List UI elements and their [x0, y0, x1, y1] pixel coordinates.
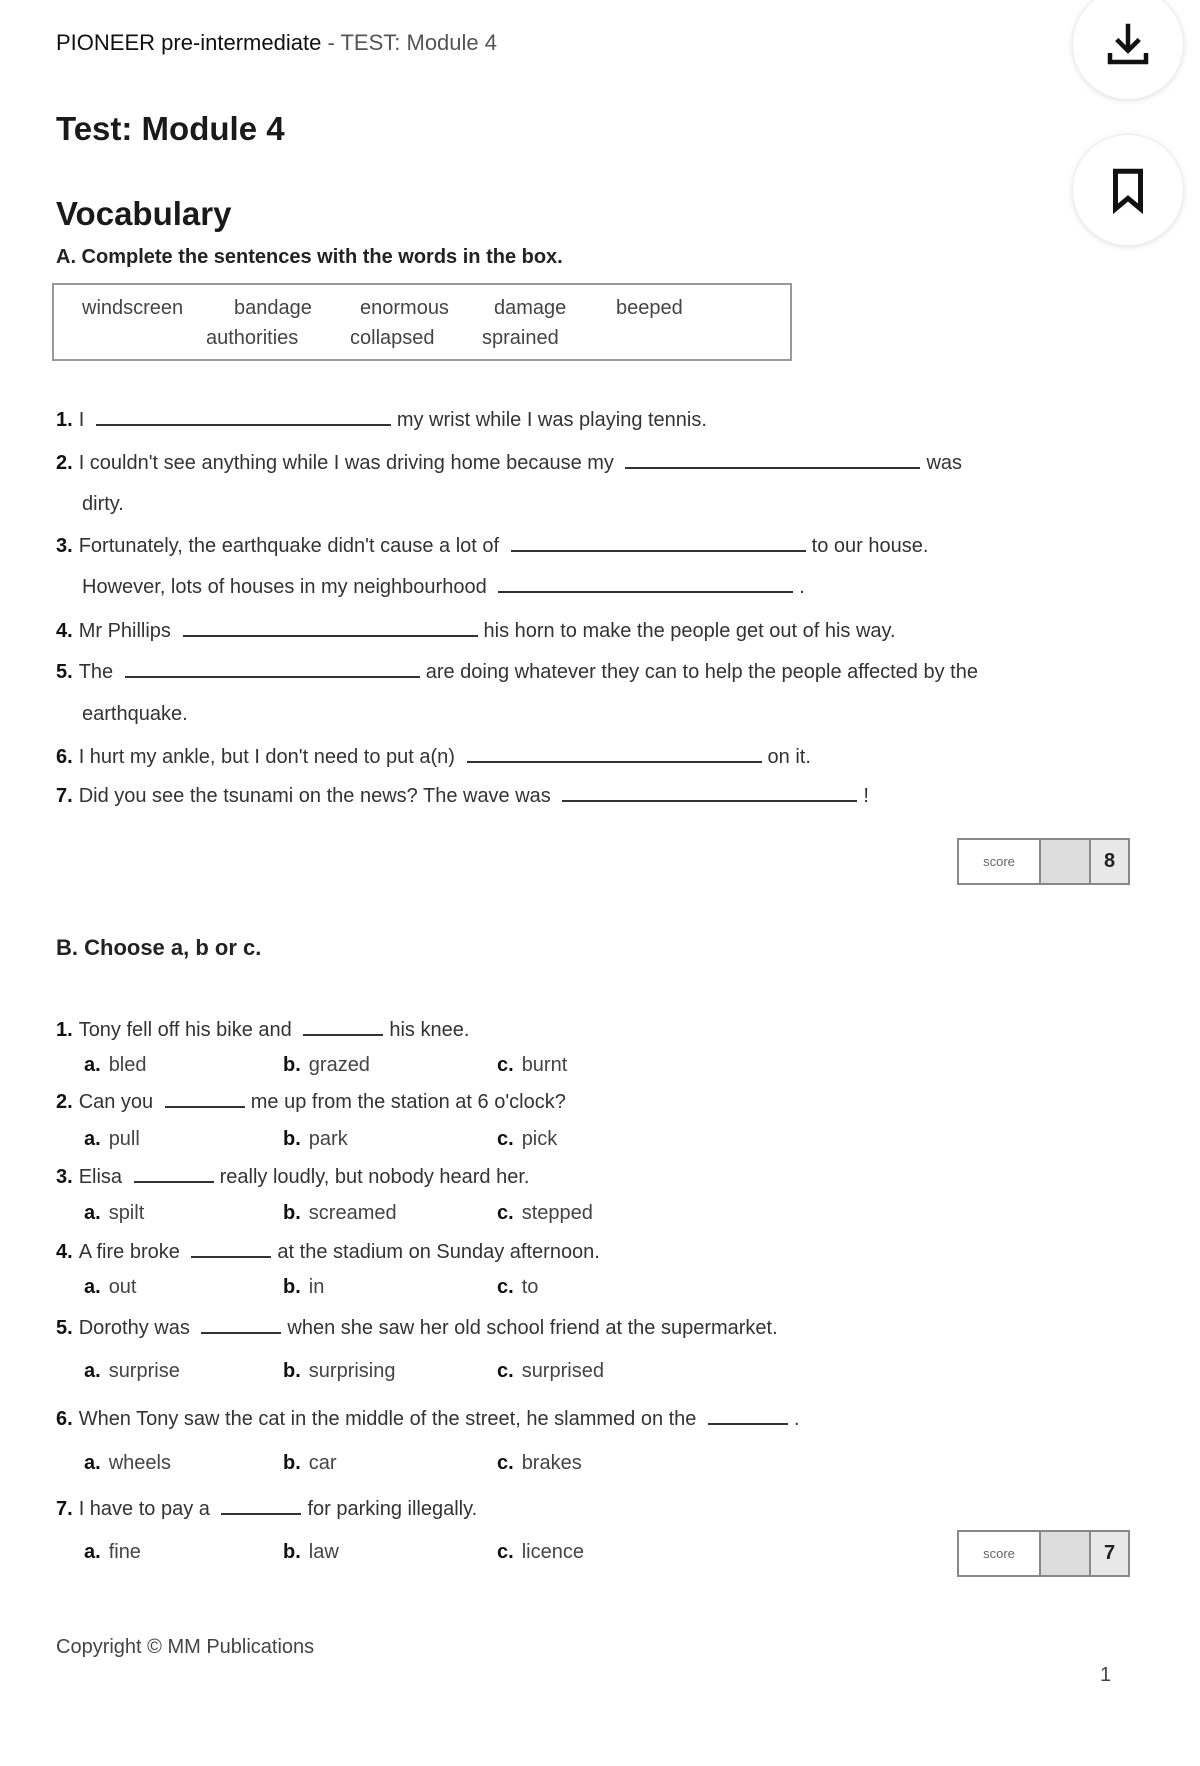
box-word: windscreen: [82, 297, 184, 319]
option-b[interactable]: [283, 1202, 397, 1225]
series-name: PIONEER pre-intermediate: [56, 30, 322, 55]
answer-blank[interactable]: [165, 1106, 245, 1108]
score-input[interactable]: [1041, 840, 1091, 883]
option-letter: b.: [283, 1128, 301, 1150]
item-number: 1.: [56, 1019, 73, 1041]
part-a-instruction: A. Complete the sentences with the words in the box.: [56, 246, 563, 268]
answer-blank[interactable]: [201, 1332, 281, 1334]
option-letter: b.: [283, 1452, 301, 1474]
option-a[interactable]: [84, 1360, 180, 1383]
option-text: park: [308, 1128, 348, 1150]
option-letter: a.: [84, 1202, 101, 1224]
option-b[interactable]: [283, 1452, 337, 1475]
header-subtitle: - TEST: Module 4: [321, 30, 497, 55]
answer-blank[interactable]: [708, 1423, 788, 1425]
item-number: 6.: [56, 1408, 73, 1430]
question-line: [56, 1498, 477, 1521]
sentence-text: to our house.: [811, 535, 929, 557]
option-text: grazed: [308, 1054, 370, 1076]
bookmark-icon: [1103, 165, 1153, 215]
option-c[interactable]: [497, 1541, 584, 1564]
option-text: wheels: [108, 1452, 171, 1474]
question-line: [56, 1317, 778, 1340]
score-box-b: [957, 1530, 1130, 1577]
sentence-text: I: [78, 409, 85, 431]
sentence-text: at the stadium on Sunday afternoon.: [277, 1241, 600, 1263]
item-number: 3.: [56, 1166, 73, 1188]
option-text: in: [308, 1276, 325, 1298]
item-number: 2.: [56, 452, 73, 474]
sentence-text: Mr Phillips: [78, 620, 171, 642]
item-number: 3.: [56, 535, 73, 557]
sentence-text: his knee.: [389, 1019, 470, 1041]
score-total: 8: [1091, 840, 1128, 883]
option-a[interactable]: [84, 1541, 141, 1564]
page-number: 1: [1100, 1664, 1112, 1686]
sentence-text: for parking illegally.: [307, 1498, 478, 1520]
question-line: [56, 1166, 529, 1189]
option-letter: c.: [497, 1452, 514, 1474]
score-input[interactable]: [1041, 1532, 1091, 1575]
item-number: 5.: [56, 1317, 73, 1339]
sentence-line: [56, 409, 707, 432]
question-line: [56, 1241, 600, 1264]
box-word: authorities: [206, 327, 299, 349]
download-icon: [1101, 17, 1155, 71]
score-label: score: [959, 840, 1041, 883]
option-letter: c.: [497, 1276, 514, 1298]
sentence-text: A fire broke: [78, 1241, 180, 1263]
question-line: [56, 1019, 469, 1042]
answer-blank[interactable]: [191, 1256, 271, 1258]
sentence-line: [56, 452, 962, 475]
sentence-text: are doing whatever they can to help the people affected by the: [425, 661, 978, 683]
sentence-line: [82, 703, 188, 726]
sentence-text: .: [799, 576, 805, 598]
option-text: stepped: [521, 1202, 593, 1224]
sentence-text: was: [926, 452, 963, 474]
option-text: licence: [521, 1541, 584, 1563]
option-text: bled: [108, 1054, 147, 1076]
sentence-text: earthquake.: [82, 703, 188, 725]
sentence-text: really loudly, but nobody heard her.: [219, 1166, 530, 1188]
sentence-text: Fortunately, the earthquake didn't cause a lot of: [78, 535, 500, 557]
option-a[interactable]: [84, 1202, 144, 1225]
item-number: 1.: [56, 409, 73, 431]
word-box: [52, 283, 792, 361]
option-letter: b.: [283, 1276, 301, 1298]
sentence-text: when she saw her old school friend at the supermarket.: [287, 1317, 778, 1339]
document-header: [56, 30, 497, 56]
item-number: 4.: [56, 620, 73, 642]
box-word: damage: [494, 297, 567, 319]
item-number: 5.: [56, 661, 73, 683]
option-text: surprised: [521, 1360, 604, 1382]
box-word: collapsed: [350, 327, 435, 349]
sentence-text: Dorothy was: [78, 1317, 190, 1339]
option-c[interactable]: [497, 1128, 557, 1151]
sentence-text: my wrist while I was playing tennis.: [396, 409, 707, 431]
option-text: out: [108, 1276, 137, 1298]
sentence-line: [56, 620, 896, 643]
page-title: Test: Module 4: [56, 110, 285, 147]
sentence-text: Can you: [78, 1091, 154, 1113]
sentence-text: !: [863, 785, 869, 807]
sentence-text: I couldn't see anything while I was driving home because my: [78, 452, 614, 474]
sentence-text: .: [794, 1408, 800, 1430]
question-line: [56, 1408, 800, 1431]
answer-blank[interactable]: [562, 800, 857, 802]
box-word: enormous: [360, 297, 449, 319]
sentence-line: [56, 535, 928, 558]
option-b[interactable]: [283, 1276, 324, 1299]
option-b[interactable]: [283, 1541, 339, 1564]
question-line: [56, 1091, 566, 1114]
sentence-line: [56, 746, 811, 769]
option-letter: b.: [283, 1360, 301, 1382]
item-number: 2.: [56, 1091, 73, 1113]
answer-blank[interactable]: [183, 635, 478, 637]
score-box-a: [957, 838, 1130, 885]
answer-blank[interactable]: [303, 1034, 383, 1036]
option-letter: b.: [283, 1202, 301, 1224]
score-total: 7: [1091, 1532, 1128, 1575]
sentence-text: Tony fell off his bike and: [78, 1019, 292, 1041]
option-letter: a.: [84, 1452, 101, 1474]
option-letter: a.: [84, 1128, 101, 1150]
sentence-text: his horn to make the people get out of his way.: [483, 620, 896, 642]
option-a[interactable]: [84, 1054, 147, 1077]
answer-blank[interactable]: [498, 591, 793, 593]
option-text: screamed: [308, 1202, 397, 1224]
sentence-line: [56, 785, 869, 808]
item-number: 4.: [56, 1241, 73, 1263]
option-a[interactable]: [84, 1276, 137, 1299]
option-letter: a.: [84, 1541, 101, 1563]
option-text: car: [308, 1452, 337, 1474]
option-letter: a.: [84, 1276, 101, 1298]
answer-blank[interactable]: [125, 676, 420, 678]
item-number: 7.: [56, 785, 73, 807]
option-c[interactable]: [497, 1276, 538, 1299]
sentence-text: When Tony saw the cat in the middle of the street, he slammed on the: [78, 1408, 697, 1430]
sentence-text: The: [78, 661, 114, 683]
option-c[interactable]: [497, 1202, 593, 1225]
sentence-text: dirty.: [82, 493, 124, 515]
answer-blank[interactable]: [221, 1513, 301, 1515]
copyright: Copyright © MM Publications: [56, 1636, 315, 1658]
option-text: brakes: [521, 1452, 582, 1474]
option-b[interactable]: [283, 1054, 370, 1077]
option-letter: c.: [497, 1202, 514, 1224]
score-label: score: [959, 1532, 1041, 1575]
option-b[interactable]: [283, 1128, 348, 1151]
option-text: spilt: [108, 1202, 145, 1224]
box-word: bandage: [234, 297, 312, 319]
box-word: sprained: [482, 327, 559, 349]
option-text: pull: [108, 1128, 140, 1150]
sentence-text: I have to pay a: [78, 1498, 210, 1520]
sentence-text: Did you see the tsunami on the news? The wave was: [78, 785, 551, 807]
option-c[interactable]: [497, 1452, 582, 1475]
option-letter: b.: [283, 1541, 301, 1563]
answer-blank[interactable]: [96, 424, 391, 426]
option-text: surprise: [108, 1360, 180, 1382]
option-c[interactable]: [497, 1360, 604, 1383]
sentence-text: I hurt my ankle, but I don't need to put a(n): [78, 746, 455, 768]
option-b[interactable]: [283, 1360, 395, 1383]
sentence-text: Elisa: [78, 1166, 123, 1188]
answer-blank[interactable]: [134, 1181, 214, 1183]
sentence-text: However, lots of houses in my neighbourhood: [82, 576, 487, 598]
option-letter: a.: [84, 1054, 101, 1076]
option-letter: c.: [497, 1128, 514, 1150]
option-text: pick: [521, 1128, 558, 1150]
sentence-line: [82, 493, 124, 516]
option-letter: c.: [497, 1054, 514, 1076]
option-text: to: [521, 1276, 539, 1298]
part-b-instruction: B. Choose a, b or c.: [56, 935, 262, 960]
download-button[interactable]: [1072, 0, 1184, 100]
option-a[interactable]: [84, 1452, 171, 1475]
option-a[interactable]: [84, 1128, 140, 1151]
option-c[interactable]: [497, 1054, 567, 1077]
item-number: 6.: [56, 746, 73, 768]
sentence-line: [82, 576, 805, 599]
option-text: law: [308, 1541, 339, 1563]
option-letter: b.: [283, 1054, 301, 1076]
answer-blank[interactable]: [511, 550, 806, 552]
option-letter: c.: [497, 1360, 514, 1382]
option-letter: c.: [497, 1541, 514, 1563]
option-text: surprising: [308, 1360, 396, 1382]
item-number: 7.: [56, 1498, 73, 1520]
sentence-line: [56, 661, 978, 684]
bookmark-button[interactable]: [1072, 134, 1184, 246]
answer-blank[interactable]: [625, 467, 920, 469]
sentence-text: on it.: [767, 746, 811, 768]
option-text: fine: [108, 1541, 141, 1563]
box-word: beeped: [616, 297, 683, 319]
option-letter: a.: [84, 1360, 101, 1382]
answer-blank[interactable]: [467, 761, 762, 763]
option-text: burnt: [521, 1054, 568, 1076]
sentence-text: me up from the station at 6 o'clock?: [250, 1091, 566, 1113]
section-title: Vocabulary: [56, 195, 232, 232]
